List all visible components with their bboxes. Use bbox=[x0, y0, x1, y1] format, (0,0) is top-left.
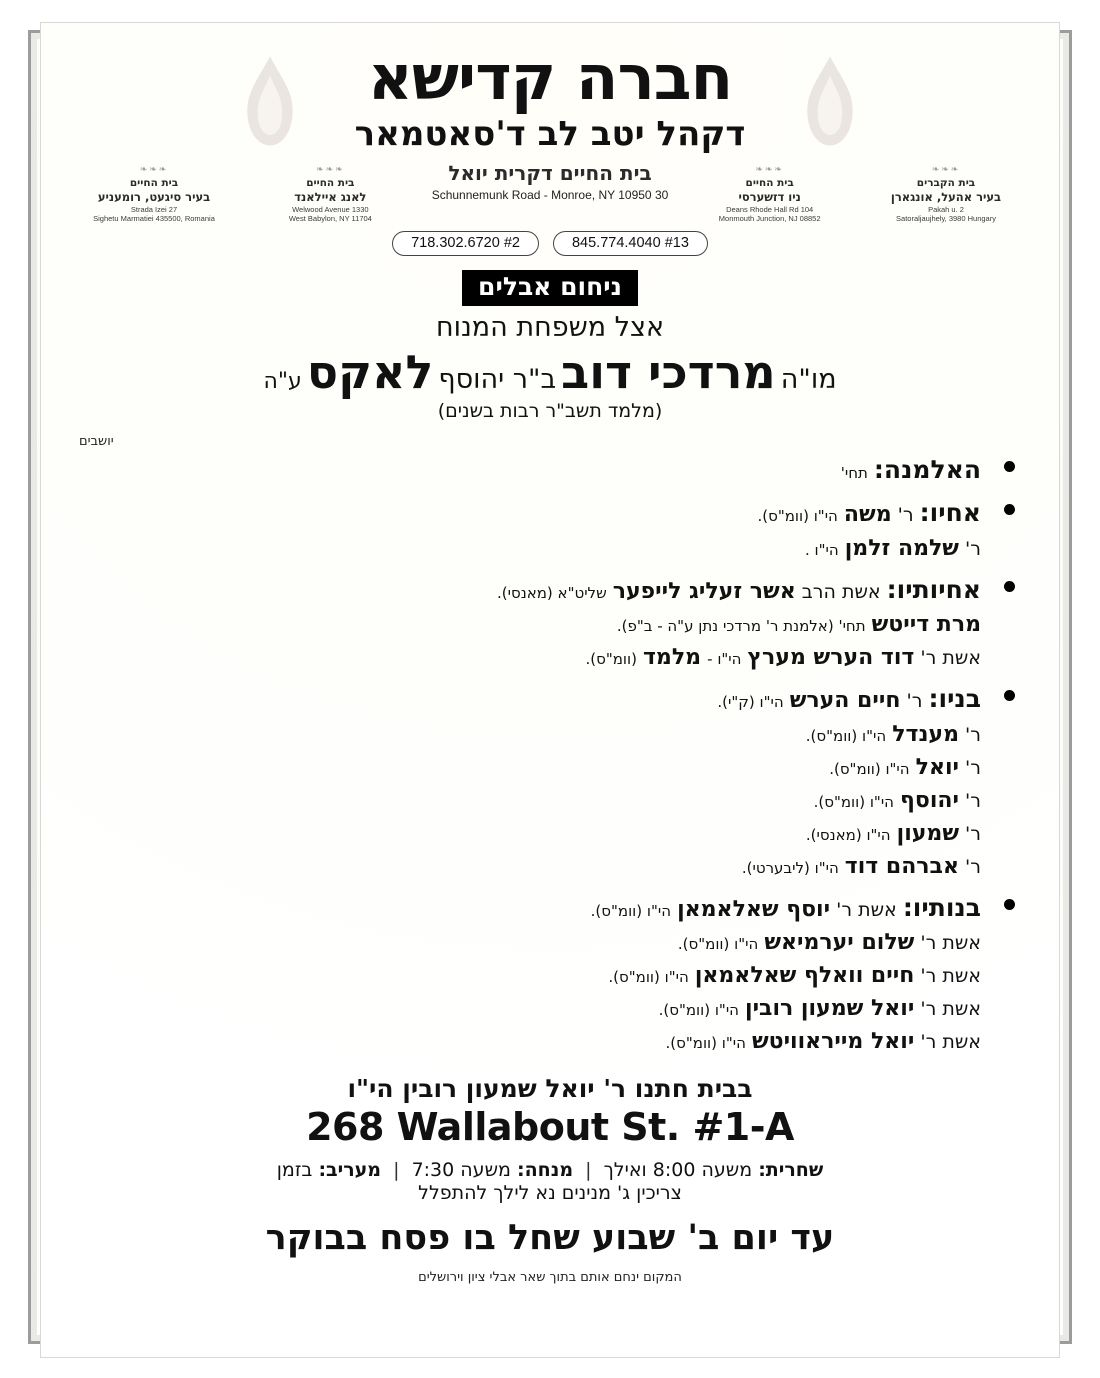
mourner-name: שלום יערמיאש bbox=[764, 930, 915, 956]
cemetery-address-line1: Pakah u. 2 bbox=[928, 204, 964, 214]
mourner-suffix: הי"ו (וומ"ס). bbox=[813, 792, 894, 811]
footer-note: המקום ינחם אותם בתוך שאר אבלי ציון וירושלים bbox=[418, 1270, 682, 1286]
mourner-line bbox=[75, 889, 981, 927]
mourner-location: (וומ"ס). bbox=[585, 650, 637, 669]
mourner-line bbox=[75, 850, 981, 883]
cemetery-item-main bbox=[432, 161, 669, 203]
mourner-prefix: אשת ר' bbox=[920, 647, 981, 670]
time-separator: | bbox=[393, 1159, 400, 1182]
mourner-line bbox=[75, 494, 981, 532]
cemetery-address-line2: Satoraljaujhely, 3980 Hungary bbox=[896, 214, 996, 224]
cemetery-address-line1: 104 Deans Rhode Hall Rd bbox=[726, 204, 814, 214]
sitting-label: יושבים bbox=[79, 433, 114, 449]
mourner-suffix: תחי' (אלמנת ר' מרדכי נתן ע"ה - ב"פ). bbox=[616, 617, 866, 636]
bullet-icon bbox=[1004, 581, 1015, 592]
minyan-note: צריכין ג' מנינים נא לילך להתפלל bbox=[418, 1182, 682, 1205]
mourners-list bbox=[75, 451, 1025, 1059]
cemetery-item bbox=[79, 165, 229, 224]
mourner-name: משה bbox=[843, 502, 892, 528]
location-host: בבית חתנו ר' יואל שמעון רובין הי"ו bbox=[347, 1074, 753, 1104]
mourner-prefix: ר' bbox=[897, 504, 914, 527]
mourner-prefix: אשת ר' bbox=[920, 965, 981, 988]
cemetery-name: בית החיים bbox=[129, 177, 179, 190]
mincha-value: משעה 7:30 bbox=[411, 1159, 511, 1182]
cemetery-address-line2: West Babylon, NY 11704 bbox=[288, 214, 372, 224]
ornament-icon: ❧❧❧ bbox=[931, 164, 961, 175]
until-line: עד יום ב' שבוע שחל בו פסח בבוקר bbox=[265, 1218, 835, 1259]
mourner-suffix: הי"ו (וומ"ס). bbox=[677, 935, 759, 954]
cemetery-address-line2: Monmouth Junction, NJ 08852 bbox=[718, 214, 821, 224]
mourner-occupation: מלמד bbox=[643, 645, 702, 671]
group-label: בניו: bbox=[928, 684, 981, 714]
maariv-value: בזמן bbox=[276, 1159, 313, 1182]
mourner-name: יואל bbox=[915, 754, 959, 780]
mourner-line bbox=[75, 718, 981, 751]
honorific: מו"ה bbox=[780, 364, 837, 396]
mincha-label: מנחה: bbox=[517, 1159, 574, 1182]
mourner-name: שמעון bbox=[896, 820, 959, 846]
bullet-icon bbox=[1004, 504, 1015, 515]
mourner-suffix: הי"ו - bbox=[707, 650, 742, 669]
mourner-group-brothers bbox=[75, 494, 1025, 565]
group-label: בנותיו: bbox=[902, 892, 981, 922]
cemetery-city: בעיר אהעל, אונגארן bbox=[890, 190, 1002, 205]
mourner-name: יואל מייראוויטש bbox=[751, 1029, 915, 1055]
poster-sheet bbox=[41, 23, 1059, 1357]
mourner-line bbox=[75, 608, 981, 641]
mourner-prefix: ר' bbox=[965, 537, 981, 560]
mourner-prefix: ר' bbox=[906, 690, 923, 713]
deceased-suffix: ע"ה bbox=[263, 369, 302, 395]
mourner-suffix: הי"ו (וומ"ס). bbox=[658, 1001, 739, 1020]
mourner-prefix: אשת ר' bbox=[920, 932, 981, 955]
mourner-prefix: ר' bbox=[965, 756, 981, 779]
cemetery-address-line1: 1330 Welwood Avenue bbox=[292, 204, 369, 214]
prayer-times bbox=[75, 1159, 1025, 1181]
mourner-name: חיים הערש bbox=[789, 688, 901, 714]
mourner-suffix: הי"ו (מאנסי). bbox=[805, 825, 891, 844]
flame-icon bbox=[803, 53, 857, 149]
cemetery-item bbox=[255, 165, 405, 224]
mourner-line bbox=[75, 926, 981, 959]
mourner-name: מענדל bbox=[892, 721, 959, 747]
poster-inner-frame bbox=[40, 22, 1060, 1358]
banner-wrap bbox=[75, 270, 1025, 306]
mourner-line bbox=[75, 992, 981, 1025]
cemetery-address-line1: Strada Izei 27 bbox=[130, 204, 178, 214]
mourner-prefix: ר' bbox=[965, 789, 981, 812]
mourner-line bbox=[75, 817, 981, 850]
mourner-name: יהוסף bbox=[900, 787, 959, 813]
maariv-label: מעריב: bbox=[318, 1159, 382, 1182]
mourner-prefix: ר' bbox=[965, 822, 981, 845]
bullet-icon bbox=[1004, 461, 1015, 472]
mourner-name: שלמה זלמן bbox=[844, 535, 959, 561]
cemetery-address-line2: Sighetu Marmatiei 435500, Romania bbox=[93, 214, 215, 224]
ornament-icon: ❧❧❧ bbox=[755, 164, 784, 175]
mourner-line bbox=[75, 784, 981, 817]
organization-title: חברה קדישא bbox=[367, 41, 733, 114]
mourner-line bbox=[75, 751, 981, 784]
mourner-line bbox=[75, 641, 981, 674]
mourner-prefix: אשת הרב bbox=[801, 580, 881, 603]
shacharis-value: משעה 8:00 ואילך bbox=[603, 1159, 753, 1182]
mourner-group-sisters bbox=[75, 571, 1025, 675]
mourner-suffix: הי"ו (וומ"ס). bbox=[590, 901, 672, 920]
mourner-line bbox=[75, 532, 981, 565]
deceased-note: (מלמד תשב"ר רבות בשנים) bbox=[437, 399, 663, 422]
cemetery-main-name: בית החיים דקרית יואל bbox=[448, 160, 652, 185]
mourner-prefix: ר' bbox=[965, 855, 981, 878]
phone-number-1[interactable]: 718.302.6720 #2 bbox=[392, 231, 539, 256]
mourner-suffix: הי"ו . bbox=[804, 540, 839, 559]
mourner-suffix: הי"ו (ק"י). bbox=[717, 693, 784, 712]
group-label: אחיו: bbox=[919, 498, 981, 528]
mourner-line bbox=[75, 959, 981, 992]
cemetery-city: לאנג איילאנד bbox=[294, 190, 367, 205]
mourner-suffix: הי"ו (וומ"ס). bbox=[757, 507, 838, 526]
mourner-suffix: הי"ו (וומ"ס). bbox=[805, 726, 887, 745]
mourner-name: חיים וואלף שאלאמאן bbox=[694, 963, 915, 989]
mourner-prefix: אשת ר' bbox=[836, 898, 897, 921]
cemetery-item bbox=[871, 165, 1021, 224]
mourner-name: מרת דייטש bbox=[871, 612, 981, 638]
ornament-icon: ❧❧❧ bbox=[316, 164, 345, 175]
mourner-name: יוסף שאלאמאן bbox=[677, 896, 831, 922]
mourner-line bbox=[75, 680, 981, 718]
at-family-line: אצל משפחת המנוח bbox=[435, 312, 665, 344]
cemetery-main-address: 30 Schunnemunk Road - Monroe, NY 10950 bbox=[431, 187, 669, 202]
cemetery-name: בית החיים bbox=[745, 177, 794, 190]
mourner-line bbox=[75, 451, 981, 489]
deceased-first-name: מרדכי דוב bbox=[561, 345, 776, 400]
mourner-name: דוד הערש מערץ bbox=[747, 645, 915, 671]
mourner-name: אברהם דוד bbox=[844, 853, 959, 879]
mourner-suffix: הי"ו (וומ"ס). bbox=[608, 968, 689, 987]
group-label: האלמנה: bbox=[873, 454, 981, 484]
cemetery-list bbox=[75, 160, 1025, 224]
shacharis-label: שחרית: bbox=[758, 1159, 824, 1182]
mourner-suffix: הי"ו (ליבערטי). bbox=[741, 858, 839, 877]
mourner-prefix: אשת ר' bbox=[920, 1031, 981, 1054]
header bbox=[75, 41, 1025, 256]
mourner-group-daughters bbox=[75, 889, 1025, 1059]
mourner-name: אשר זעליג לייפער bbox=[612, 578, 796, 604]
time-separator: | bbox=[585, 1159, 592, 1182]
cemetery-item bbox=[695, 165, 845, 224]
mourner-suffix: שליט"א (מאנסי). bbox=[497, 583, 607, 602]
bullet-icon bbox=[1004, 690, 1015, 701]
cemetery-name: בית הקברים bbox=[916, 177, 976, 190]
flame-icon bbox=[243, 53, 297, 149]
mourner-prefix: ר' bbox=[965, 723, 981, 746]
deceased-patronymic: ב"ר יהוסף bbox=[438, 364, 557, 396]
deceased-name-line bbox=[75, 347, 1025, 398]
mourner-prefix: אשת ר' bbox=[920, 998, 981, 1021]
mourner-group-sons bbox=[75, 680, 1025, 883]
mourner-text: תחי' bbox=[840, 463, 868, 482]
organization-subtitle: דקהל יטב לב ד'סאטמאר bbox=[354, 114, 746, 155]
mourner-name: יואל שמעון רובין bbox=[745, 996, 915, 1022]
ornament-icon: ❧❧❧ bbox=[139, 164, 169, 175]
phone-list bbox=[75, 231, 1025, 256]
deceased-last-name: לאקס bbox=[306, 345, 434, 400]
phone-number-2[interactable]: 845.774.4040 #13 bbox=[553, 231, 708, 256]
cemetery-city: ניו דזשערסי bbox=[738, 190, 801, 205]
location-address: 268 Wallabout St. #1-A bbox=[306, 1105, 794, 1150]
cemetery-city: בעיר סיגעט, רומעניע bbox=[97, 190, 211, 205]
mourner-suffix: הי"ו (וומ"ס). bbox=[665, 1034, 746, 1053]
nichum-aveilim-banner: ניחום אבלים bbox=[462, 270, 638, 306]
group-label: אחיותיו: bbox=[886, 574, 981, 604]
mourner-group-widow bbox=[75, 451, 1025, 489]
mourner-line bbox=[75, 1025, 981, 1058]
bullet-icon bbox=[1004, 899, 1015, 910]
mourner-line bbox=[75, 571, 981, 609]
cemetery-name: בית החיים bbox=[306, 177, 355, 190]
mourner-suffix: הי"ו (וומ"ס). bbox=[829, 759, 910, 778]
